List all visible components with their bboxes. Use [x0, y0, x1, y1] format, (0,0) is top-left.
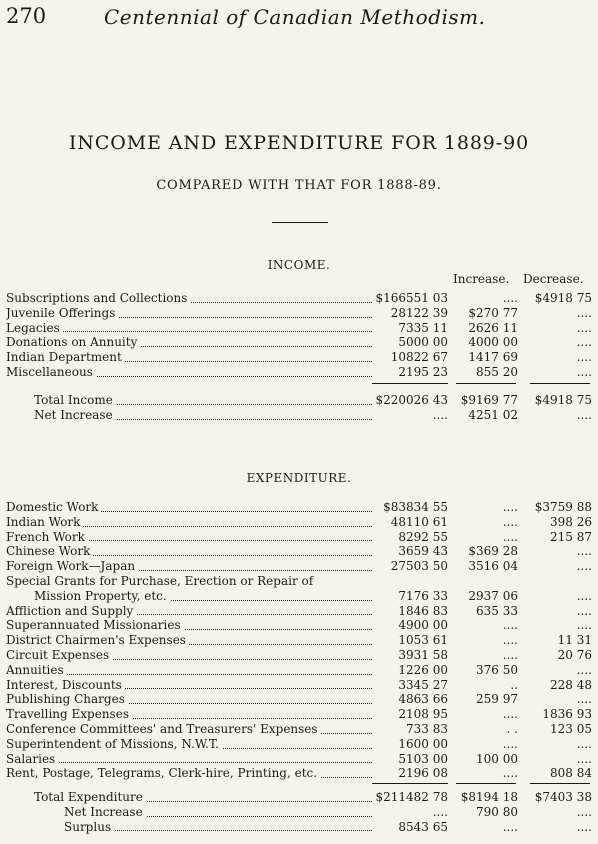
- expenditure-row: [6, 559, 592, 574]
- decrease-cell: $4918 75: [534, 291, 592, 305]
- expenditure-increase-rule: [456, 783, 516, 784]
- income-decrease-rule: [530, 383, 590, 384]
- row-label-text: Salaries: [6, 752, 58, 766]
- row-label: [6, 530, 372, 545]
- increase-cell: $270 77: [468, 305, 518, 320]
- row-label-text: Affliction and Supply: [6, 604, 136, 618]
- decrease-cell: ....: [576, 804, 592, 819]
- decrease-cell: ....: [576, 692, 592, 707]
- row-label: [6, 692, 372, 707]
- row-label: [34, 408, 372, 423]
- decrease-cell: ....: [576, 335, 592, 350]
- row-label: [6, 500, 372, 515]
- expenditure-totals: [6, 790, 592, 834]
- increase-cell: 790 80: [476, 804, 518, 819]
- row-label: [6, 306, 372, 321]
- increase-cell: 4000 00: [468, 335, 518, 350]
- income-row: [6, 291, 592, 306]
- decrease-cell: 123 05: [550, 721, 592, 736]
- row-label: [6, 707, 372, 722]
- row-label-text: Chinese Work: [6, 544, 93, 558]
- running-header: [6, 4, 592, 34]
- income-row: [6, 321, 592, 336]
- row-label: [34, 393, 372, 408]
- row-label: [64, 820, 372, 835]
- amount-cell: 2195 23: [398, 364, 448, 379]
- income-row: [6, 365, 592, 380]
- increase-cell: 1417 69: [468, 350, 518, 365]
- row-label-text: Indian Department: [6, 350, 125, 364]
- amount-cell: 1053 61: [398, 633, 448, 648]
- row-label: [6, 574, 372, 589]
- decrease-cell: 808 84: [550, 766, 592, 781]
- amount-cell: ....: [432, 804, 448, 819]
- row-label: [6, 633, 372, 648]
- row-label-text: Rent, Postage, Telegrams, Clerk-hire, Printing, etc.: [6, 766, 320, 780]
- increase-cell: 4251 02: [468, 407, 518, 422]
- row-label-text: Juvenile Offerings: [6, 306, 118, 320]
- expenditure-row: [6, 722, 592, 737]
- row-label-text: Publishing Charges: [6, 692, 128, 706]
- decrease-cell: ....: [576, 305, 592, 320]
- income-totals: [6, 393, 592, 423]
- decrease-cell: ....: [576, 588, 592, 603]
- expenditure-row: [6, 766, 592, 781]
- row-label: [6, 544, 372, 559]
- row-label-text: Net Increase: [64, 805, 146, 819]
- decrease-cell: 1836 93: [542, 707, 592, 722]
- expenditure-row: [6, 618, 592, 633]
- expenditure-row: [6, 589, 592, 604]
- income-total-row: [6, 393, 592, 408]
- expenditure-row: [6, 707, 592, 722]
- expenditure-heading: EXPENDITURE.: [246, 471, 352, 485]
- increase-cell: ....: [502, 766, 518, 781]
- expenditure-row: [6, 648, 592, 663]
- row-label-text: Surplus: [64, 820, 114, 834]
- row-label-text: Indian Work: [6, 515, 83, 529]
- row-label-text: Subscriptions and Collections: [6, 291, 190, 305]
- increase-cell: 2626 11: [468, 320, 518, 335]
- row-label: [6, 663, 372, 678]
- expenditure-row: [6, 515, 592, 530]
- increase-cell: 3516 04: [468, 559, 518, 574]
- amount-cell: ....: [432, 407, 448, 422]
- decrease-cell: $3759 88: [534, 500, 592, 514]
- expenditure-row: [6, 692, 592, 707]
- row-label-text: Domestic Work: [6, 500, 101, 514]
- row-label: [6, 335, 372, 350]
- row-label: [6, 559, 372, 574]
- decrease-cell: ....: [576, 350, 592, 365]
- row-label-text: Legacies: [6, 321, 63, 335]
- decrease-cell: $7403 38: [534, 790, 592, 804]
- row-label: [6, 321, 372, 336]
- expenditure-row: [6, 678, 592, 693]
- decrease-cell: 11 31: [557, 633, 592, 648]
- row-label-text: Interest, Discounts: [6, 678, 125, 692]
- amount-cell: 5103 00: [398, 751, 448, 766]
- row-label-text: Miscellaneous: [6, 365, 96, 379]
- amount-cell: 4900 00: [398, 618, 448, 633]
- decrease-cell: ....: [576, 736, 592, 751]
- amount-cell: 733 83: [406, 721, 448, 736]
- amount-cell: 27503 50: [390, 559, 448, 574]
- increase-cell: 259 97: [476, 692, 518, 707]
- amount-cell: $220026 43: [375, 393, 448, 407]
- row-label: [6, 722, 372, 737]
- increase-cell: ....: [502, 707, 518, 722]
- increase-cell: . .: [506, 721, 518, 736]
- decrease-cell: 215 87: [550, 529, 592, 544]
- row-label: [6, 291, 372, 306]
- row-label: [6, 737, 372, 752]
- increase-cell: ..: [510, 677, 518, 692]
- expenditure-amount-rule: [372, 783, 448, 784]
- row-label: [34, 790, 372, 805]
- income-table: [6, 291, 592, 380]
- increase-cell: ....: [502, 618, 518, 633]
- row-label-text: Special Grants for Purchase, Erection or Repair of: [6, 574, 316, 588]
- amount-cell: 8292 55: [398, 529, 448, 544]
- row-label: [6, 350, 372, 365]
- amount-cell: 1846 83: [398, 603, 448, 618]
- row-label: [6, 365, 372, 380]
- amount-cell: 2196 08: [398, 766, 448, 781]
- decrease-cell: ....: [576, 618, 592, 633]
- amount-cell: 3659 43: [398, 544, 448, 559]
- amount-cell: 7176 33: [398, 588, 448, 603]
- row-label-text: Annuities: [6, 663, 67, 677]
- amount-cell: 48110 61: [390, 514, 448, 529]
- row-label-text: Foreign Work—Japan: [6, 559, 138, 573]
- expenditure-row: [6, 633, 592, 648]
- decrease-cell: 228 48: [550, 677, 592, 692]
- decrease-cell: ....: [576, 662, 592, 677]
- expenditure-row: [6, 544, 592, 559]
- running-title: Centennial of Canadian Methodism.: [104, 5, 486, 29]
- row-label-text: Superannuated Missionaries: [6, 618, 184, 632]
- title-divider: [272, 222, 328, 223]
- decrease-cell: ....: [576, 559, 592, 574]
- expenditure-row: [6, 530, 592, 545]
- income-heading: INCOME.: [267, 258, 331, 272]
- expenditure-row: [6, 737, 592, 752]
- income-row: [6, 350, 592, 365]
- expenditure-net-row: [6, 805, 592, 820]
- decrease-cell: ....: [576, 364, 592, 379]
- amount-cell: 28122 39: [390, 305, 448, 320]
- increase-cell: 100 00: [476, 751, 518, 766]
- increase-cell: ....: [502, 500, 518, 514]
- income-amount-rule: [372, 383, 448, 384]
- expenditure-row: [6, 604, 592, 619]
- row-label-text: Donations on Annuity: [6, 335, 140, 349]
- increase-cell: $8194 18: [460, 790, 518, 804]
- decrease-cell: ....: [576, 819, 592, 834]
- page-subtitle: COMPARED WITH THAT FOR 1888-89.: [156, 178, 442, 193]
- row-label: [6, 618, 372, 633]
- amount-cell: 4863 66: [398, 692, 448, 707]
- page-number: 270: [6, 4, 47, 28]
- amount-cell: $211482 78: [375, 790, 448, 804]
- increase-cell: ....: [502, 736, 518, 751]
- decrease-cell: 20 76: [557, 647, 592, 662]
- row-label: [64, 805, 372, 820]
- increase-cell: 2937 06: [468, 588, 518, 603]
- expenditure-row: [6, 752, 592, 767]
- income-net-row: [6, 408, 592, 423]
- expenditure-surplus-row: [6, 820, 592, 835]
- row-label-text: Total Expenditure: [34, 790, 146, 804]
- increase-cell: ....: [502, 529, 518, 544]
- income-increase-rule: [456, 383, 516, 384]
- row-label: [6, 604, 372, 619]
- decrease-cell: 398 26: [550, 514, 592, 529]
- amount-cell: $83834 55: [383, 500, 448, 514]
- increase-cell: 376 50: [476, 662, 518, 677]
- row-label-text: District Chairmen's Expenses: [6, 633, 189, 647]
- decrease-cell: ....: [576, 320, 592, 335]
- expenditure-row: [6, 663, 592, 678]
- income-row: [6, 306, 592, 321]
- increase-cell: ....: [502, 819, 518, 834]
- expenditure-table: [6, 500, 592, 781]
- row-label: [6, 515, 372, 530]
- amount-cell: 3345 27: [398, 677, 448, 692]
- income-row: [6, 335, 592, 350]
- decrease-cell: $4918 75: [534, 393, 592, 407]
- row-label-text: French Work: [6, 530, 88, 544]
- increase-cell: 635 33: [476, 603, 518, 618]
- increase-cell: $369 28: [468, 544, 518, 559]
- increase-cell: ....: [502, 633, 518, 648]
- row-label-text: Total Income: [34, 393, 116, 407]
- expenditure-total-row: [6, 790, 592, 805]
- decrease-cell: ....: [576, 544, 592, 559]
- decrease-column-header: Decrease.: [523, 272, 584, 286]
- amount-cell: 8543 65: [398, 819, 448, 834]
- decrease-cell: ....: [576, 407, 592, 422]
- decrease-cell: ....: [576, 751, 592, 766]
- increase-cell: ....: [502, 647, 518, 662]
- increase-cell: ....: [502, 291, 518, 305]
- dot-leader: [6, 762, 372, 763]
- row-label: [6, 648, 372, 663]
- amount-cell: 1600 00: [398, 736, 448, 751]
- amount-cell: 5000 00: [398, 335, 448, 350]
- expenditure-decrease-rule: [530, 783, 590, 784]
- decrease-cell: ....: [576, 603, 592, 618]
- amount-cell: 7335 11: [398, 320, 448, 335]
- row-label-text: Circuit Expenses: [6, 648, 112, 662]
- increase-column-header: Increase.: [453, 272, 510, 286]
- row-label: [6, 752, 372, 767]
- increase-cell: ....: [502, 514, 518, 529]
- amount-cell: 1226 00: [398, 662, 448, 677]
- expenditure-row: [6, 500, 592, 515]
- expenditure-row: [6, 574, 592, 589]
- row-label-text: Superintendent of Missions, N.W.T.: [6, 737, 222, 751]
- amount-cell: 2108 95: [398, 707, 448, 722]
- row-label: [34, 589, 372, 604]
- row-label-text: Mission Property, etc.: [34, 589, 170, 603]
- row-label-text: Travelling Expenses: [6, 707, 132, 721]
- row-label: [6, 766, 372, 781]
- amount-cell: 10822 67: [390, 350, 448, 365]
- increase-cell: 855 20: [476, 364, 518, 379]
- row-label: [6, 678, 372, 693]
- increase-cell: $9169 77: [460, 393, 518, 407]
- amount-cell: $166551 03: [375, 291, 448, 305]
- row-label-text: Conference Committees' and Treasurers' Expenses: [6, 722, 321, 736]
- row-label-text: Net Increase: [34, 408, 116, 422]
- amount-cell: 3931 58: [398, 647, 448, 662]
- page-title: INCOME AND EXPENDITURE FOR 1889-90: [68, 132, 530, 154]
